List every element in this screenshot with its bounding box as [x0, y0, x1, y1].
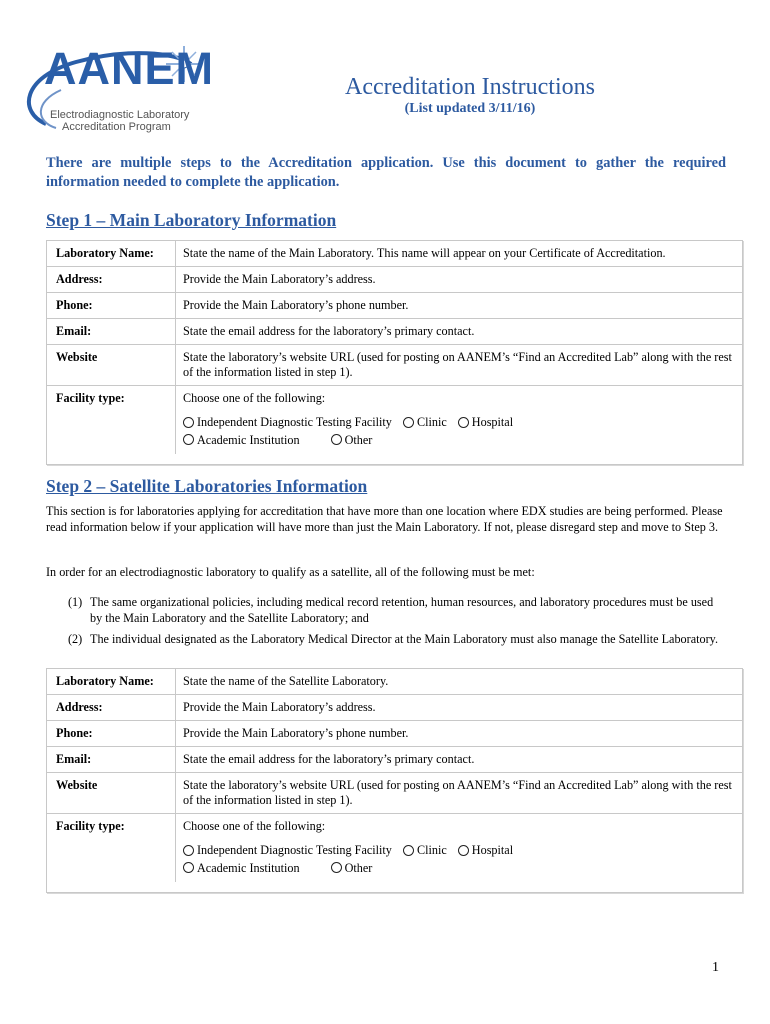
option-hospital[interactable] — [458, 414, 513, 430]
page-title: Accreditation Instructions — [345, 74, 595, 100]
list-item — [68, 595, 718, 626]
radio-icon[interactable] — [183, 862, 194, 873]
list-text: The same organizational policies, including medical record retention, human resources, and laboratory procedures must be used by the Main Laboratory and the Satellite Laboratory; and — [90, 595, 714, 625]
option-label: Hospital — [471, 415, 514, 429]
row-value — [176, 814, 742, 882]
option-academic[interactable] — [183, 432, 300, 448]
option-label: Independent Diagnostic Testing Facility — [197, 415, 392, 429]
table-row — [47, 721, 742, 747]
logo-subtitle-line1: Electrodiagnostic Laboratory — [50, 109, 190, 121]
option-idtf[interactable] — [183, 842, 392, 858]
table-row — [47, 669, 742, 695]
row-label: Phone: — [47, 721, 176, 746]
row-value: State the name of the Main Laboratory. This name will appear on your Certificate of Accreditation. — [183, 246, 666, 260]
option-label: Academic Institution — [197, 432, 300, 447]
row-value: Provide the Main Laboratory’s address. — [183, 272, 376, 286]
option-label: Clinic — [416, 843, 447, 857]
facility-options — [183, 414, 736, 449]
step2-paragraph1: This section is for laboratories applying for accreditation that have more than one location where EDX studies are being performed. Please read information below if your application will have more than just the Main Laboratory. If not, please disregard step and move to Step 3. — [46, 504, 723, 534]
radio-icon[interactable] — [331, 434, 342, 445]
row-value: State the email address for the laboratory’s primary contact. — [183, 324, 475, 338]
row-value: State the name of the Satellite Laboratory. — [183, 674, 389, 688]
row-value: State the email address for the laboratory’s primary contact. — [183, 752, 475, 766]
step1-heading: Step 1 – Main Laboratory Information — [46, 210, 337, 230]
table-row — [47, 241, 742, 267]
row-value — [176, 386, 742, 454]
table-row — [47, 293, 742, 319]
row-value: Provide the Main Laboratory’s address. — [183, 700, 376, 714]
table-row — [47, 814, 742, 892]
row-label: Laboratory Name: — [47, 669, 176, 694]
table-row — [47, 319, 742, 345]
row-label: Phone: — [47, 293, 176, 318]
list-text: The individual designated as the Laboratory Medical Director at the Main Laboratory must also manage the Satellite Laboratory. — [90, 632, 719, 646]
option-label: Clinic — [416, 415, 447, 429]
row-label: Email: — [47, 319, 176, 344]
option-label: Other — [344, 860, 373, 875]
row-value: State the laboratory’s website URL (used for posting on AANEM’s “Find an Accredited Lab” along with the rest of the information listed in step 1). — [183, 350, 732, 379]
intro-paragraph: There are multiple steps to the Accreditation application. Use this document to gather the required information needed to complete the application. — [46, 155, 726, 190]
option-label: Other — [344, 432, 373, 447]
table-row — [47, 695, 742, 721]
facility-options — [183, 842, 736, 877]
list-number: (2) — [68, 632, 83, 646]
step1-table — [46, 240, 743, 465]
option-hospital[interactable] — [458, 842, 513, 858]
option-clinic[interactable] — [403, 842, 447, 858]
list-item — [68, 632, 718, 648]
row-label: Address: — [47, 695, 176, 720]
logo-subtitle — [50, 109, 210, 133]
option-other[interactable] — [331, 432, 373, 448]
radio-icon[interactable] — [458, 845, 469, 856]
row-label: Email: — [47, 747, 176, 772]
option-other[interactable] — [331, 860, 373, 876]
row-label: Facility type: — [47, 814, 176, 882]
list-number: (1) — [68, 595, 83, 609]
table-row — [47, 773, 742, 814]
row-value: Provide the Main Laboratory’s phone number. — [183, 726, 409, 740]
radio-icon[interactable] — [403, 845, 414, 856]
option-clinic[interactable] — [403, 414, 447, 430]
step2-heading: Step 2 – Satellite Laboratories Information — [46, 476, 368, 496]
facility-prompt: Choose one of the following: — [183, 819, 326, 833]
radio-icon[interactable] — [183, 845, 194, 856]
row-label: Website — [47, 345, 176, 385]
step2-table — [46, 668, 743, 893]
table-row — [47, 386, 742, 464]
radio-icon[interactable] — [331, 862, 342, 873]
radio-icon[interactable] — [458, 417, 469, 428]
option-label: Academic Institution — [197, 860, 300, 875]
table-row — [47, 345, 742, 386]
logo-subtitle-line2: Accreditation Program — [62, 121, 171, 133]
row-label: Address: — [47, 267, 176, 292]
page-subtitle: (List updated 3/11/16) — [404, 101, 536, 116]
radio-icon[interactable] — [183, 417, 194, 428]
row-value: State the laboratory’s website URL (used for posting on AANEM’s “Find an Accredited Lab” along with the rest of the information listed in step 1). — [183, 778, 732, 807]
table-row — [47, 747, 742, 773]
logo-wordmark: AANEM — [44, 43, 214, 94]
step2-paragraph2: In order for an electrodiagnostic laboratory to qualify as a satellite, all of the following must be met: — [46, 565, 535, 579]
row-label: Facility type: — [47, 386, 176, 454]
radio-icon[interactable] — [403, 417, 414, 428]
row-label: Laboratory Name: — [47, 241, 176, 266]
radio-icon[interactable] — [183, 434, 194, 445]
option-label: Hospital — [471, 843, 514, 857]
table-row — [47, 267, 742, 293]
option-idtf[interactable] — [183, 414, 392, 430]
option-label: Independent Diagnostic Testing Facility — [197, 843, 392, 857]
row-label: Website — [47, 773, 176, 813]
facility-prompt: Choose one of the following: — [183, 391, 326, 405]
page-number: 1 — [712, 960, 719, 975]
row-value: Provide the Main Laboratory’s phone number. — [183, 298, 409, 312]
option-academic[interactable] — [183, 860, 300, 876]
